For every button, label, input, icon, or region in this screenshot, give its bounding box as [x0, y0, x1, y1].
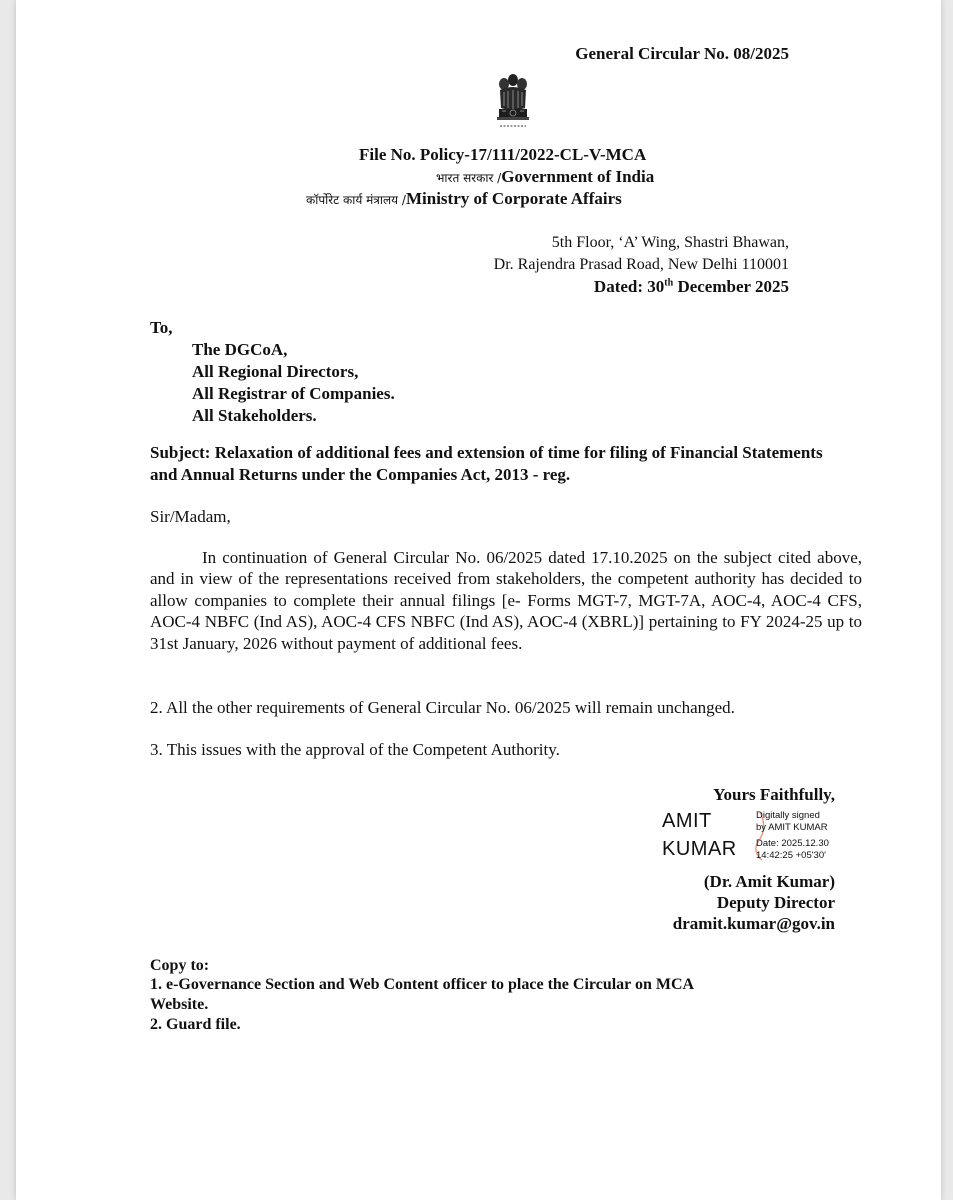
signatory-email: dramit.kumar@gov.in — [672, 914, 835, 933]
to-label: To, — [150, 318, 173, 337]
recipient-registrar: All Registrar of Companies. — [192, 384, 395, 403]
digital-signature-line-2: by AMIT KUMAR — [756, 822, 828, 833]
government-line — [436, 167, 654, 187]
national-emblem-icon — [478, 68, 548, 138]
subject-line: Subject: Relaxation of additional fees and extension of time for filing of Financial Statements and Annual Returns under the Companies Act, 2013 - reg. — [150, 443, 823, 484]
closing: Yours Faithfully, — [713, 785, 835, 804]
dated-suffix: th — [664, 277, 674, 289]
document-page — [16, 0, 941, 1200]
paragraph-1: In continuation of General Circular No. 06/2025 dated 17.10.2025 on the subject cited above, and in view of the representations received from stakeholders, the competent authority has decided to allow companies to complete their annual filings [e- Forms MGT-7, MGT-7A, AOC-4, AOC-4 CFS, AOC-4 NBFC (Ind AS), AOC-4 CFS NBFC (Ind AS), AOC-4 (XBRL)] pertaining to FY 2024-25 up to 31st January, 2026 without payment of additional fees. — [150, 548, 862, 653]
paragraph-3: 3. This issues with the approval of the Competent Authority. — [150, 740, 560, 759]
signature-name-line-2: KUMAR — [662, 838, 737, 860]
copy-to-label: Copy to: — [150, 957, 210, 974]
ministry-line — [306, 189, 622, 209]
copy-to-item-2: 2. Guard file. — [150, 1016, 241, 1033]
digital-signature-line-1: Digitally signed — [756, 810, 820, 821]
paragraph-2: 2. All the other requirements of General Circular No. 06/2025 will remain unchanged. — [150, 698, 735, 717]
address-line-1: 5th Floor, ‘A’ Wing, Shastri Bhawan, — [551, 234, 789, 251]
recipient-dgcoa: The DGCoA, — [192, 340, 288, 359]
signatory-designation: Deputy Director — [716, 893, 835, 912]
digital-signature-line-4: 14:42:25 +05'30' — [756, 850, 826, 861]
copy-to-item-1: 1. e-Governance Section and Web Content officer to place the Circular on MCA — [150, 976, 695, 993]
circular-number: General Circular No. 08/2025 — [575, 44, 789, 63]
dated-line — [594, 277, 789, 297]
salutation: Sir/Madam, — [150, 507, 231, 526]
government-english: Government of India — [501, 167, 655, 186]
copy-to-item-1-cont: Website. — [150, 996, 209, 1013]
recipient-regional-directors: All Regional Directors, — [192, 362, 359, 381]
signature-name-line-1: AMIT — [662, 810, 712, 832]
ministry-english: Ministry of Corporate Affairs — [405, 189, 622, 208]
dated-label: Dated: 30 — [593, 277, 665, 296]
digital-signature-line-3: Date: 2025.12.30 — [756, 838, 829, 849]
address-line-2: Dr. Rajendra Prasad Road, New Delhi 110001 — [493, 256, 789, 273]
ministry-hindi: कॉर्पोरेट कार्य मंत्रालय / — [306, 193, 406, 207]
signatory-name: (Dr. Amit Kumar) — [703, 872, 835, 891]
dated-rest: December 2025 — [673, 277, 789, 296]
recipient-stakeholders: All Stakeholders. — [192, 406, 317, 425]
government-hindi: भारत सरकार / — [436, 171, 502, 185]
file-number: File No. Policy-17/111/2022-CL-V-MCA — [359, 145, 647, 164]
